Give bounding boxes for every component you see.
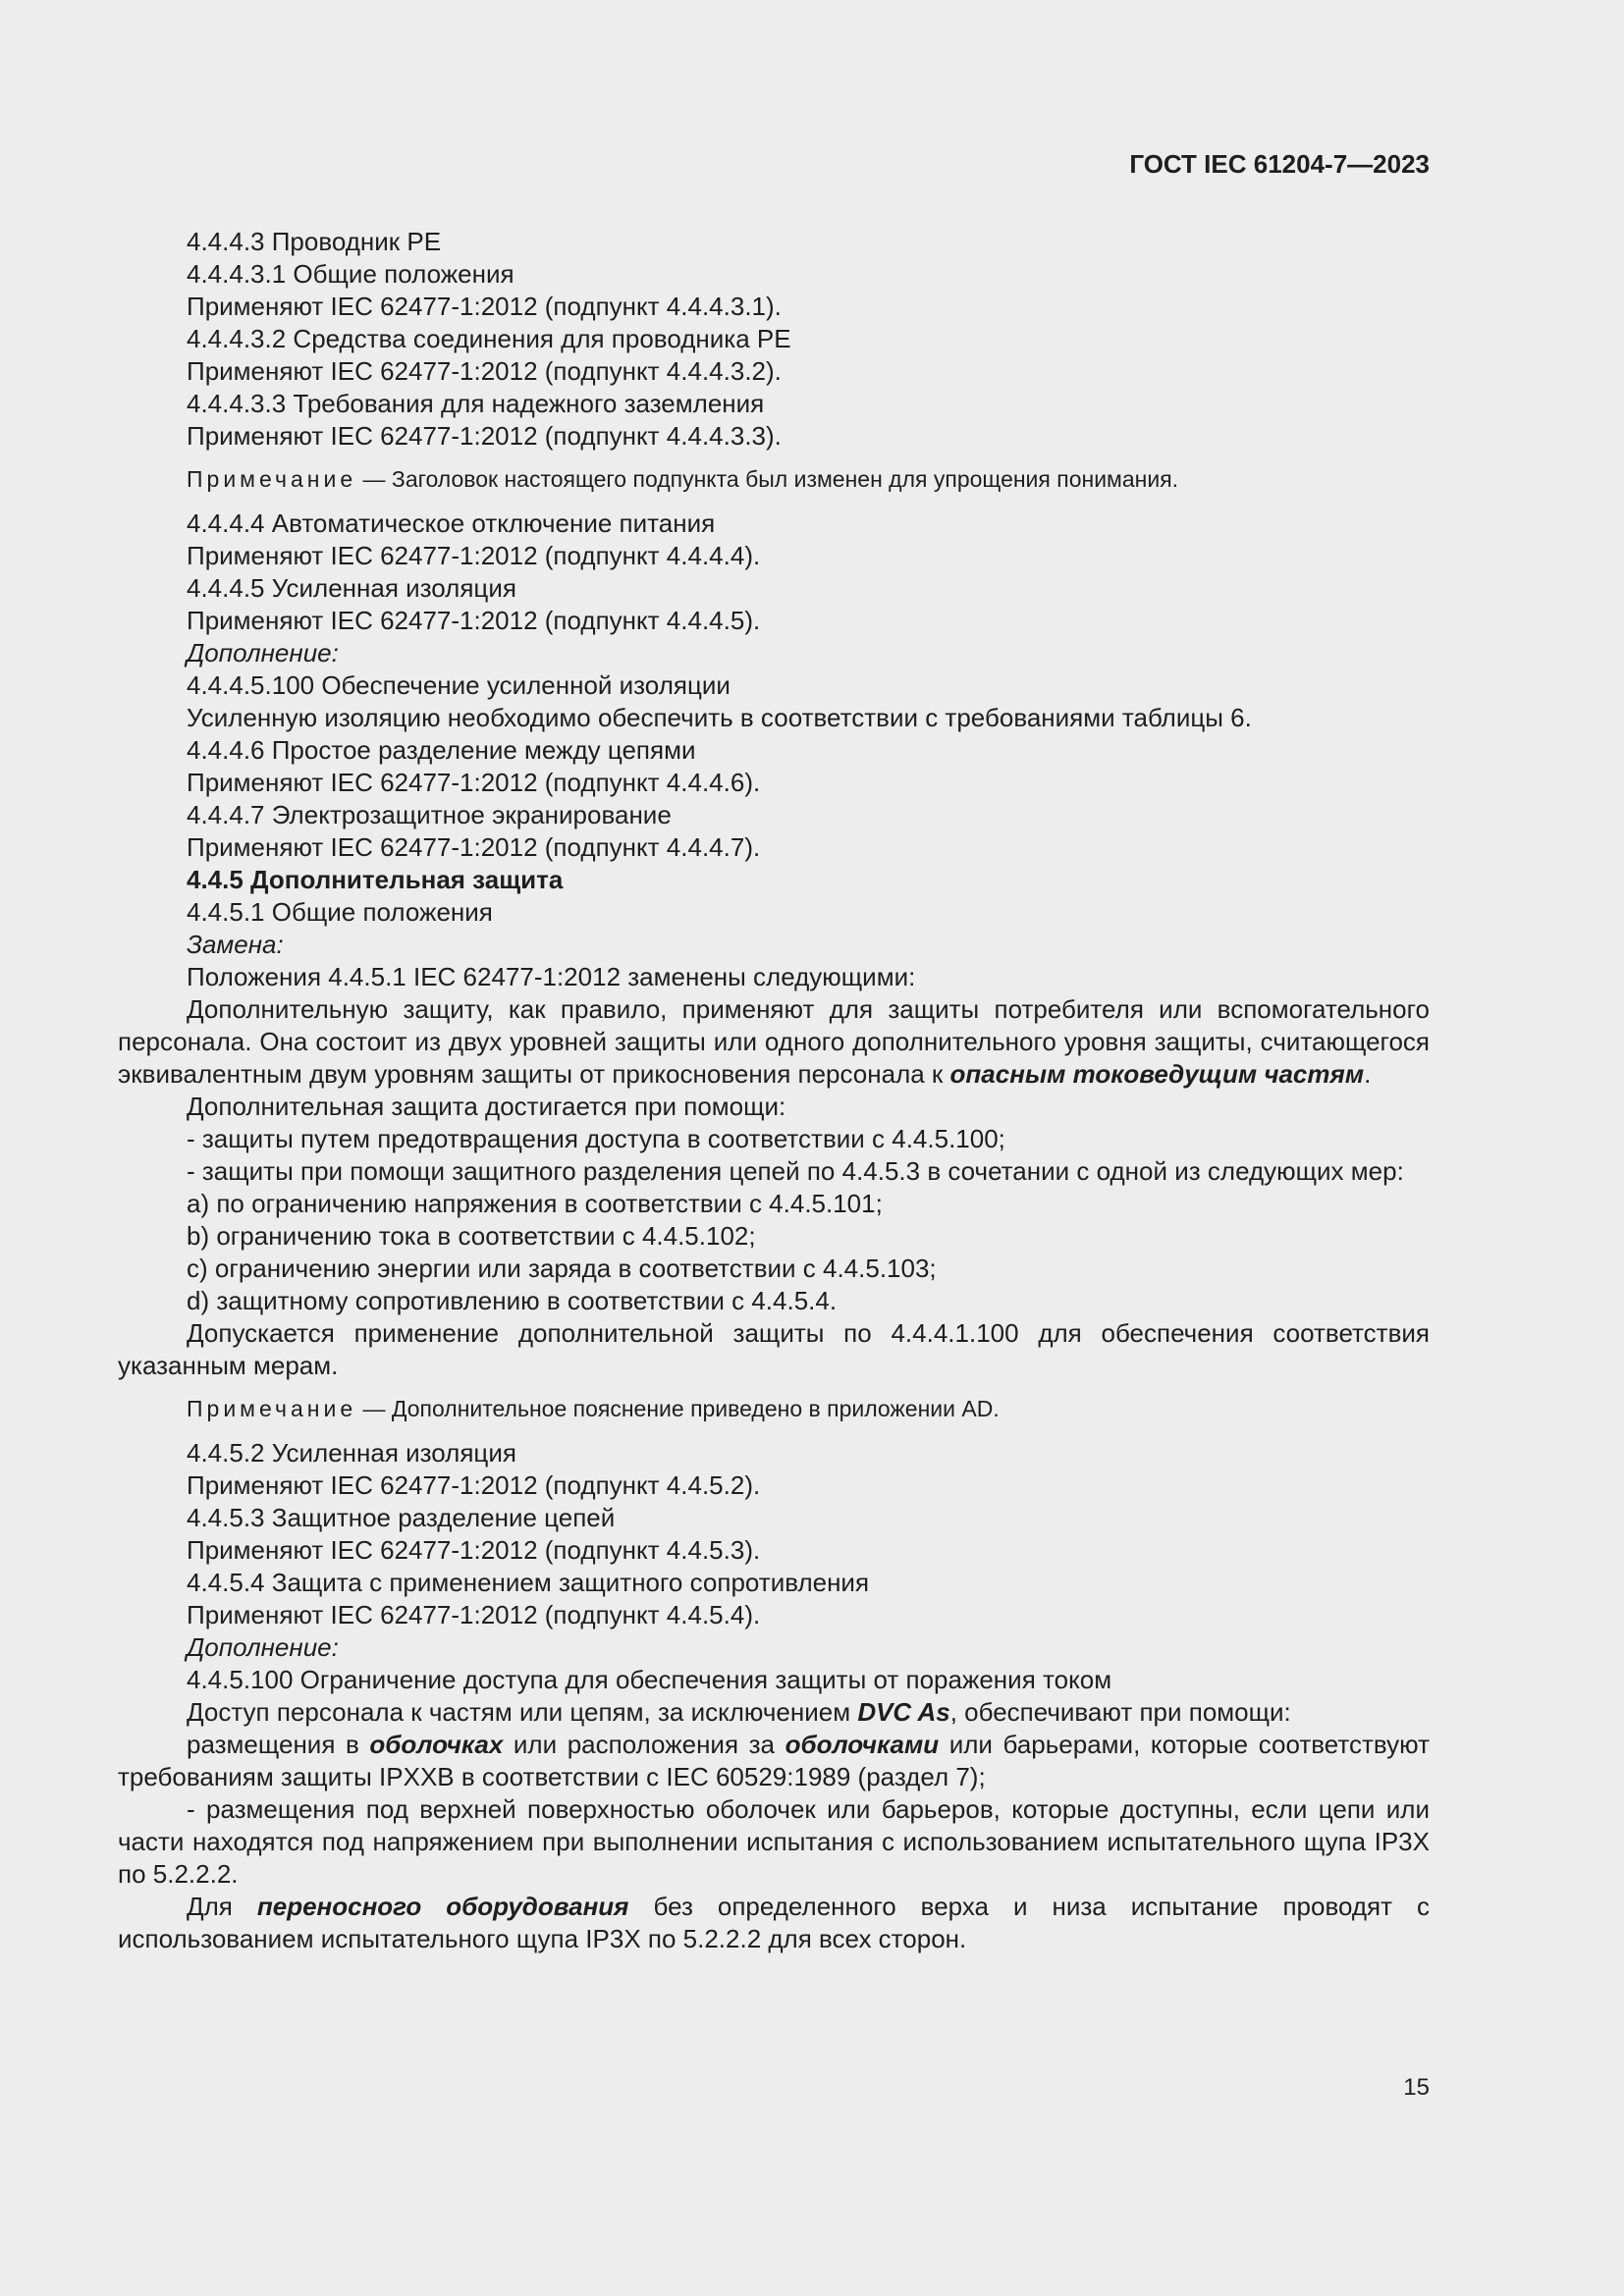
paragraph-text: без определенного верха и низа испытание проводят с использованием испытательного щупа IP3X по 5.2.2.2 для всех сторон.: [118, 1892, 1430, 1953]
list-item: a) по ограничению напряжения в соответствии с 4.4.5.101;: [187, 1189, 883, 1218]
clause-heading: 4.4.4.5 Усиленная изоляция: [187, 573, 516, 603]
clause-heading: 4.4.5.3 Защитное разделение цепей: [187, 1503, 616, 1532]
clause-text: Применяют IEC 62477-1:2012 (подпункт 4.4.4.5).: [187, 606, 761, 635]
clause-heading: 4.4.4.5.100 Обеспечение усиленной изоляции: [187, 670, 731, 700]
addition-label: Дополнение:: [187, 638, 339, 667]
paragraph: [118, 993, 1430, 1091]
clause-heading: 4.4.4.3 Проводник PE: [187, 227, 442, 256]
paragraph-text: , обеспечивают при помощи:: [949, 1697, 1291, 1727]
paragraph-text: размещения в: [187, 1730, 370, 1759]
note: [118, 1394, 1430, 1423]
note: [118, 464, 1430, 494]
defined-term: оболочками: [785, 1730, 940, 1759]
defined-term: оболочках: [369, 1730, 504, 1759]
clause-text: [118, 1696, 1430, 1729]
defined-term: опасным токоведущим частям: [949, 1059, 1365, 1089]
clause-text: Положения 4.4.5.1 IEC 62477-1:2012 заменены следующими:: [187, 962, 916, 991]
clause-text: Применяют IEC 62477-1:2012 (подпункт 4.4.5.2).: [187, 1470, 761, 1500]
clause-text: Применяют IEC 62477-1:2012 (подпункт 4.4.4.3.2).: [187, 356, 782, 386]
paragraph-text: или расположения за: [503, 1730, 785, 1759]
list-item: - защиты путем предотвращения доступа в соответствии с 4.4.5.100;: [187, 1124, 1005, 1153]
clause-text: Применяют IEC 62477-1:2012 (подпункт 4.4.4.6).: [187, 768, 761, 797]
clause-heading: 4.4.4.3.2 Средства соединения для проводника PE: [187, 324, 791, 353]
list-item: c) ограничению энергии или заряда в соответствии с 4.4.5.103;: [187, 1254, 937, 1283]
document-code: ГОСТ IEC 61204-7—2023: [1129, 149, 1430, 179]
clause-heading: 4.4.5.4 Защита с применением защитного сопротивления: [187, 1568, 870, 1597]
paragraph-text: или барьерами, которые соответствуют требованиям защиты IPXXB в соответствии с IEC 60529:1989 (раздел 7);: [118, 1730, 1431, 1791]
replacement-label: Замена:: [187, 930, 284, 959]
list-item: d) защитному сопротивлению в соответствии с 4.4.5.4.: [187, 1286, 838, 1315]
paragraph: Допускается применение дополнительной защиты по 4.4.4.1.100 для обеспечения соответствия указанным мерам.: [118, 1318, 1430, 1380]
clause-heading: 4.4.5.1 Общие положения: [187, 897, 493, 927]
clause-heading: 4.4.5.2 Усиленная изоляция: [187, 1438, 516, 1468]
clause-text: Применяют IEC 62477-1:2012 (подпункт 4.4.4.3.3).: [187, 421, 782, 451]
paragraph: [118, 1891, 1430, 1955]
clause-heading: 4.4.4.3.3 Требования для надежного заземления: [187, 389, 765, 418]
section-heading: 4.4.5 Дополнительная защита: [187, 865, 564, 894]
note-label: Примечание: [187, 1396, 357, 1421]
note-text: — Дополнительное пояснение приведено в приложении AD.: [356, 1396, 1000, 1421]
clause-heading: 4.4.5.100 Ограничение доступа для обеспечения защиты от поражения током: [187, 1665, 1112, 1694]
clause-text: Дополнительная защита достигается при помощи:: [187, 1092, 786, 1121]
document-body: [118, 226, 1430, 1955]
paragraph-text: .: [1364, 1059, 1372, 1089]
note-text: — Заголовок настоящего подпункта был изменен для упрощения понимания.: [356, 466, 1179, 492]
defined-term: DVC As: [857, 1697, 950, 1727]
clause-heading: 4.4.4.7 Электрозащитное экранирование: [187, 800, 672, 829]
clause-text: Усиленную изоляцию необходимо обеспечить в соответствии с требованиями таблицы 6.: [187, 703, 1252, 732]
clause-text: Применяют IEC 62477-1:2012 (подпункт 4.4.4.3.1).: [187, 292, 782, 321]
list-item: - защиты при помощи защитного разделения цепей по 4.4.5.3 в сочетании с одной из следующих мер:: [187, 1156, 1404, 1186]
clause-heading: 4.4.4.6 Простое разделение между цепями: [187, 735, 696, 765]
clause-text: Применяют IEC 62477-1:2012 (подпункт 4.4.4.4).: [187, 541, 761, 570]
paragraph: [118, 1729, 1430, 1793]
paragraph-text: Для: [187, 1892, 257, 1921]
addition-label: Дополнение:: [187, 1632, 339, 1662]
clause-text: Применяют IEC 62477-1:2012 (подпункт 4.4.5.3).: [187, 1535, 761, 1565]
clause-heading: 4.4.4.4 Автоматическое отключение питания: [187, 508, 716, 538]
note-label: Примечание: [187, 466, 357, 492]
list-item: - размещения под верхней поверхностью оболочек или барьеров, которые доступны, если цепи или части находятся под напряжением при выполнении испытания с использованием испытательного щупа IP3X по 5.2.2.2.: [118, 1794, 1430, 1889]
page-number: 15: [1403, 2074, 1430, 2101]
list-item: b) ограничению тока в соответствии с 4.4.5.102;: [187, 1221, 756, 1251]
paragraph-text: Дополнительную защиту, как правило, применяют для защиты потребителя или вспомогательного персонала. Она состоит из двух уровней защиты или одного дополнительного уровня защиты, считающегося эквивалентным двум уровням защиты от прикосновения персонала к: [118, 994, 1430, 1089]
clause-heading: 4.4.4.3.1 Общие положения: [187, 259, 514, 289]
paragraph-text: Доступ персонала к частям или цепям, за исключением: [187, 1697, 858, 1727]
clause-text: Применяют IEC 62477-1:2012 (подпункт 4.4.5.4).: [187, 1600, 761, 1629]
defined-term: переносного оборудования: [256, 1892, 629, 1921]
clause-text: Применяют IEC 62477-1:2012 (подпункт 4.4.4.7).: [187, 832, 761, 862]
